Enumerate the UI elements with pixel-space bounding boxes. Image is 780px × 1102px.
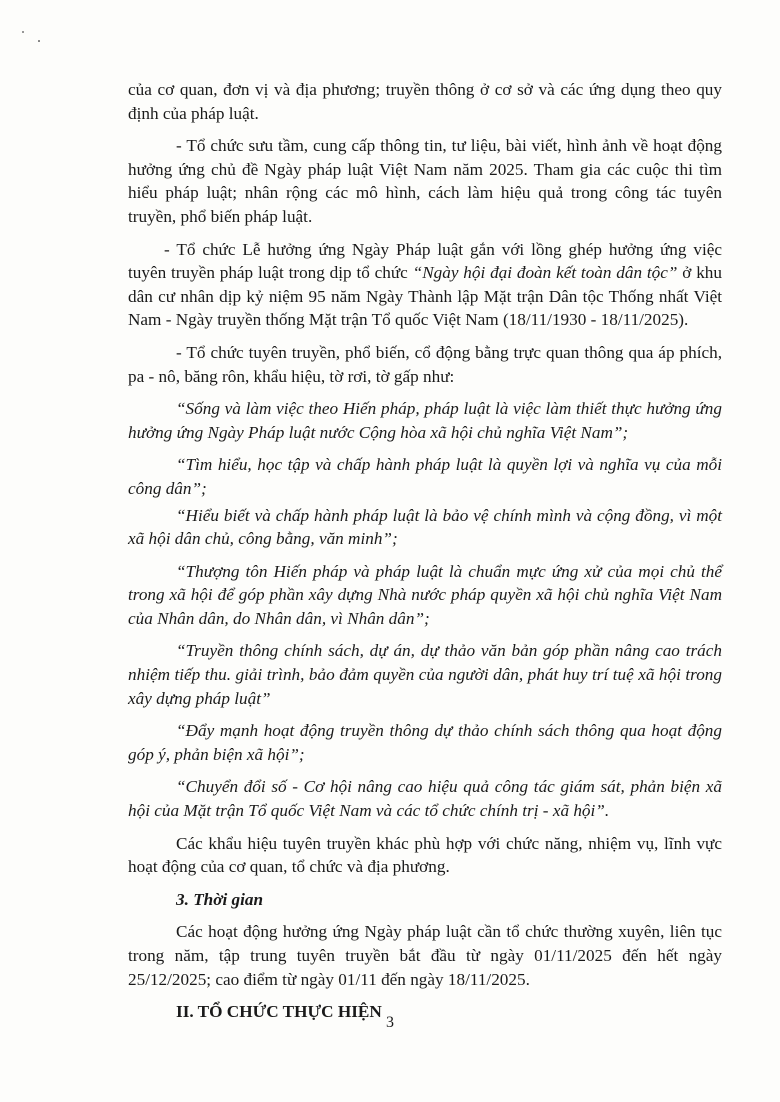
slogan-item: “Đẩy mạnh hoạt động truyền thông dự thảo chính sách thông qua hoạt động góp ý, phản biện xã hội”;	[128, 721, 722, 764]
paragraph-ceremony-event-name: “Ngày hội đại đoàn kết toàn dân tộc”	[412, 263, 678, 283]
slogan-item: “Sống và làm việc theo Hiến pháp, pháp luật là việc làm thiết thực hưởng ứng hưởng ứng Ngày Pháp luật nước Cộng hòa xã hội chủ nghĩa Việt Nam”;	[128, 399, 722, 442]
document-body	[128, 78, 722, 1024]
paragraph-ceremony-before: - Tổ chức Lễ hưởng ứng Ngày Pháp luật gắn với lồng ghép hưởng ứng việc tuyên truyền pháp luật trong dịp tổ chức	[128, 239, 722, 283]
slogan-item: “Thượng tôn Hiến pháp và pháp luật là chuẩn mực ứng xử của mọi chủ thể trong xã hội để góp phần xây dựng Nhà nước pháp quyền xã hội chủ nghĩa Việt Nam của Nhân dân, do Nhân dân, vì Nhân dân”;	[128, 561, 722, 628]
section-heading-time: 3. Thời gian	[176, 889, 264, 909]
section-heading-implementation: II. TỔ CHỨC THỰC HIỆN	[176, 1002, 382, 1022]
slogan-item: “Hiểu biết và chấp hành pháp luật là bảo vệ chính mình và cộng đồng, vì một xã hội dân chủ, công bằng, văn minh”;	[128, 505, 722, 549]
paragraph-ceremony	[128, 238, 722, 332]
page-number: 3	[386, 1014, 394, 1031]
paragraph-collect-info: - Tổ chức sưu tầm, cung cấp thông tin, tư liệu, bài viết, hình ảnh về hoạt động hưởng ứng chủ đề Ngày pháp luật Việt Nam năm 2025. Tham gia các cuộc thi tìm hiểu pháp luật; nhân rộng các mô hình, cách làm hiệu quả trong công tác tuyên truyền, phổ biến pháp luật.	[128, 136, 722, 226]
slogan-item: “Truyền thông chính sách, dự án, dự thảo văn bản góp phần nâng cao trách nhiệm tiếp thu. giải trình, bảo đảm quyền của người dân, phát huy trí tuệ xã hội trong xây dựng pháp luật”	[128, 641, 722, 708]
paragraph-other-slogans: Các khẩu hiệu tuyên truyền khác phù hợp với chức năng, nhiệm vụ, lĩnh vực hoạt động của cơ quan, tổ chức và địa phương.	[128, 833, 722, 877]
paragraph-ceremony-after: ở khu dân cư nhân dịp kỷ niệm 95 năm Ngày Thành lập Mặt trận Dân tộc Thống nhất Việt Nam - Ngày truyền thống Mặt trận Tổ quốc Việt Nam (18/11/1930 - 18/11/2025).	[128, 263, 722, 330]
slogan-item: “Tìm hiểu, học tập và chấp hành pháp luật là quyền lợi và nghĩa vụ của mỗi công dân”;	[128, 455, 722, 498]
paragraph-time: Các hoạt động hưởng ứng Ngày pháp luật cần tổ chức thường xuyên, liên tục trong năm, tập trung tuyên truyền bắt đầu từ ngày 01/11/2025 đến hết ngày 25/12/2025; cao điểm từ ngày 01/11 đến ngày 18/11/2025.	[128, 922, 722, 989]
paragraph-visual-propaganda: - Tổ chức tuyên truyền, phổ biến, cổ động bằng trực quan thông qua áp phích, pa - nô, băng rôn, khẩu hiệu, tờ rơi, tờ gấp như:	[128, 342, 722, 386]
scan-speck	[38, 40, 40, 42]
paragraph-continuation: của cơ quan, đơn vị và địa phương; truyền thông ở cơ sở và các ứng dụng theo quy định của pháp luật.	[128, 80, 722, 123]
scan-speck	[22, 31, 24, 33]
slogan-item: “Chuyển đổi số - Cơ hội nâng cao hiệu quả công tác giám sát, phản biện xã hội của Mặt trận Tổ quốc Việt Nam và các tổ chức chính trị - xã hội”.	[128, 777, 722, 821]
